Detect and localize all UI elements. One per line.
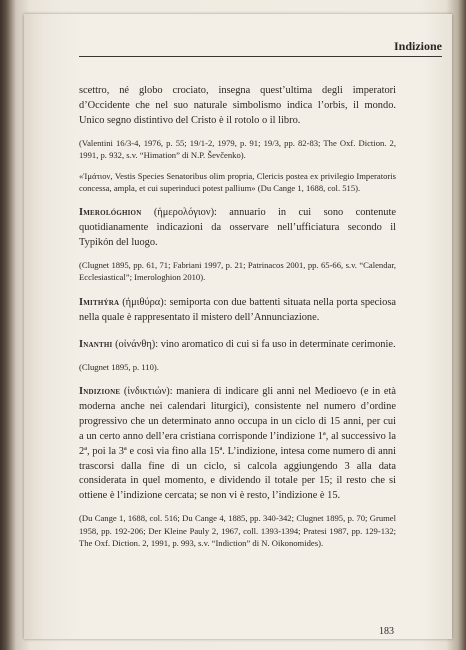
entry-definition: : vino aromatico di cui si fa uso in determinate cerimonie. [155, 338, 396, 350]
entry-headword: Indizione [79, 386, 121, 397]
entry-imerologhion [79, 206, 396, 251]
entry-definition: : semiporta con due battenti situata nella porta speciosa nella quale è rappresentato il mistero dell’Annunciazione. [79, 296, 396, 323]
entry-greek: (οἰνάνθη) [115, 338, 156, 350]
entry-references: (Du Cange 1, 1688, col. 516; Du Cange 4, 1885, pp. 340-342; Clugnet 1895, p. 70; Grumel 1958, pp. 192-206; Der Kleine Pauly 2, 1967, coll. 1393-1394; Pratesi 1987, pp. 129-132; The Oxf. Diction. 2, 1991, p. 993, s.v. “Indiction” di N. Oikonomides). [79, 513, 396, 549]
entry-imithyra [79, 296, 396, 326]
entry-greek: (ἡμιθύρα) [122, 296, 164, 308]
entry-references: (Clugnet 1895, pp. 61, 71; Fabriani 1997, p. 21; Patrinacos 2001, pp. 65-66, s.v. “Calendar, Ecclesiastical”; Imerologhion 2010). [79, 260, 396, 283]
entry-headword: Imerológhion [79, 207, 142, 219]
entry-definition: : maniera di indicare gli anni nel Medioevo (e in età moderna anche nei calendari liturgici), consistente nel numero d’ordine progressivo che un determinato anno occupa in un ciclo di 15 anni, per cui a un certo anno dell’era cristiana corrisponde l’indizione 1ª, al successivo la 2ª, poi la 3ª e così via fino alla 15ª. L’indizione, intesa come numero di anni trascorsi dalla fine di un ciclo, si calcola aggiungendo 3 alla data considerata in quel momento, e dividendo il totale per 15; il resto che si ottiene è l’indizione cercata; se non vi è resto, l’indizione è 15. [79, 386, 396, 502]
running-head-title: Indizione [393, 39, 442, 53]
entry-definition: : annuario in cui sono contenute quotidianamente indicazioni da osservare nell’ufficiatura secondo il Typikón del luogo. [79, 207, 396, 249]
intro-paragraph: scettro, né globo crociato, insegna quest’ultima degli imperatori d’Occidente che nel suo naturale simbolismo indica l’orbis, il mondo. Unico segno distintivo del Cristo è il rotolo o il libro. [79, 85, 396, 126]
entry-inanthi [79, 338, 396, 353]
entry-greek: (ἰνδικτιών) [123, 386, 170, 397]
intro-reference: (Valentini 16/3-4, 1976, p. 55; 19/1-2, 1979, p. 91; 19/3, pp. 82-83; The Oxf. Diction. 2, 1991, p. 932, s.v. “Himation” di N.P. Ševčenko). [79, 137, 396, 161]
entry-headword: Inanthi [79, 338, 113, 350]
entry-greek: (ἡμερολόγιον) [153, 207, 215, 219]
page-number: 183 [379, 626, 394, 637]
book-page [24, 14, 452, 639]
running-header [79, 36, 442, 57]
page-body [79, 84, 396, 549]
entry-references: (Clugnet 1895, p. 110). [79, 361, 159, 372]
entry-headword: Imithýra [79, 296, 120, 308]
entry-indizione [79, 385, 396, 504]
intro-latin-quote: «Ἱμάτιον, Vestis Species Senatoribus olim propria, Clericis postea ex privilegio Imperatoris concessa, ampla, et cui superinduci potest pallium» (Du Cange 1, 1688, col. 515). [79, 170, 396, 193]
